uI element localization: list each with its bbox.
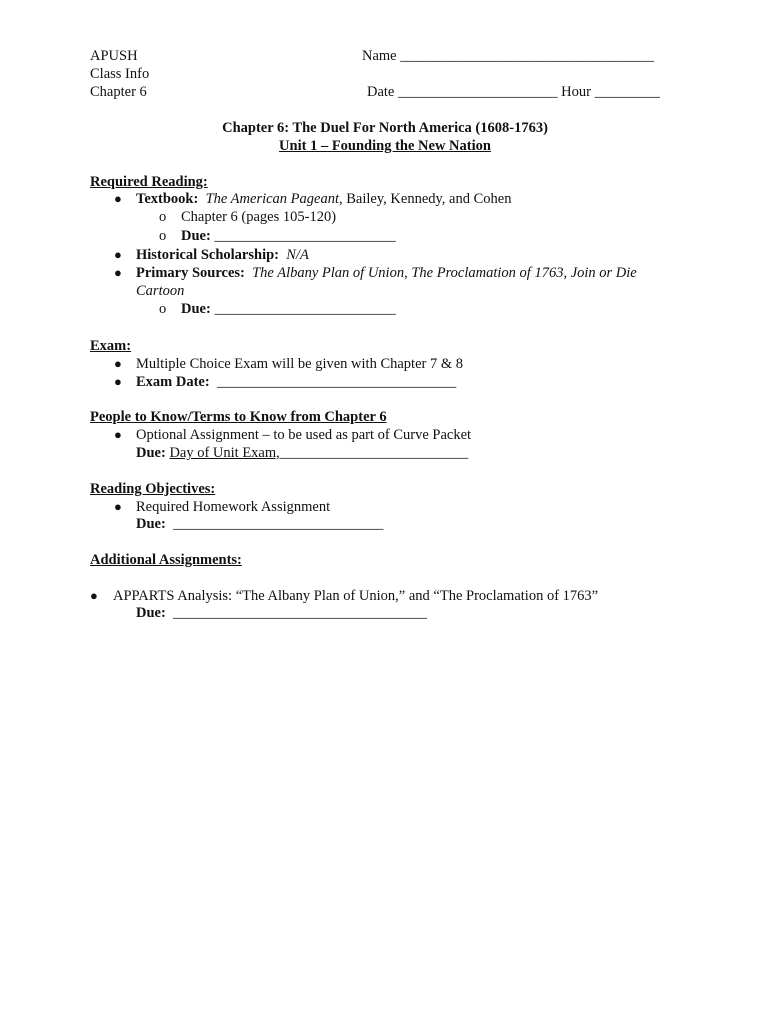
due-value: Day of Unit Exam, — [169, 445, 280, 461]
header-class-info: Class Info — [90, 66, 150, 82]
additional-due — [136, 604, 427, 622]
bullet-icon: ● — [90, 588, 98, 603]
due-label: Due: — [181, 301, 211, 317]
due-label: Due: — [136, 605, 166, 621]
primary-sources-item-cont — [136, 282, 184, 300]
heading-text: Required Reading: — [90, 174, 208, 190]
due-blank: __________________________ — [279, 445, 469, 461]
bullet-icon: ● — [114, 356, 122, 371]
exam-date-label: Exam Date: — [136, 374, 210, 390]
sub-bullet-icon: o — [159, 228, 167, 244]
exam-heading — [90, 337, 131, 355]
due-blank: _________________________ — [214, 301, 396, 317]
date-hour-field — [367, 83, 660, 101]
due-label: Due: — [136, 445, 166, 461]
textbook-title: The American Pageant — [205, 191, 339, 207]
chapter-pages-item: Chapter 6 (pages 105-120) — [181, 209, 337, 225]
people-item: Optional Assignment – to be used as part of Curve Packet — [136, 427, 472, 443]
reading-objectives-heading — [90, 480, 215, 498]
reading-due-item — [181, 227, 396, 245]
header-chapter: Chapter 6 — [90, 84, 147, 100]
heading-text: People to Know/Terms to Know from Chapter 6 — [90, 409, 387, 425]
reading-objectives-due — [136, 515, 383, 533]
bullet-icon: ● — [114, 374, 122, 389]
heading-text: Reading Objectives: — [90, 481, 216, 497]
heading-text: Additional Assignments: — [90, 552, 242, 568]
due-blank: _________________________ — [214, 228, 396, 244]
sub-bullet-icon: o — [159, 301, 167, 317]
name-field — [362, 47, 654, 65]
hour-blank: _________ — [594, 84, 660, 100]
textbook-authors: , Bailey, Kennedy, and Cohen — [339, 191, 512, 207]
textbook-label: Textbook: — [136, 191, 199, 207]
primary-sources-item — [136, 264, 637, 282]
name-blank: ___________________________________ — [400, 48, 654, 64]
required-reading-heading — [90, 173, 208, 191]
exam-item: Multiple Choice Exam will be given with Chapter 7 & 8 — [136, 356, 464, 372]
sub-bullet-icon: o — [159, 209, 167, 225]
people-due-item — [136, 444, 468, 462]
primary-value-line-2: Cartoon — [136, 283, 185, 299]
scholarship-value: N/A — [286, 247, 309, 263]
additional-item: APPARTS Analysis: “The Albany Plan of Union,” and “The Proclamation of 1763” — [113, 588, 599, 604]
people-heading — [90, 408, 387, 426]
primary-label: Primary Sources: — [136, 265, 245, 281]
title-line-1: Chapter 6: The Duel For North America (1608-1763) — [222, 120, 548, 136]
bullet-icon: ● — [114, 499, 122, 514]
reading-objectives-item: Required Homework Assignment — [136, 499, 331, 515]
due-label: Due: — [181, 228, 211, 244]
due-blank: _____________________________ — [173, 516, 384, 532]
exam-date-blank: _________________________________ — [216, 374, 457, 390]
scholarship-label: Historical Scholarship: — [136, 247, 279, 263]
hour-label: Hour — [561, 84, 591, 100]
exam-date-item — [136, 373, 456, 391]
bullet-icon: ● — [114, 247, 122, 262]
due-blank: ___________________________________ — [173, 605, 427, 621]
due-label: Due: — [136, 516, 166, 532]
name-label: Name — [362, 48, 397, 64]
bullet-icon: ● — [114, 191, 122, 206]
date-blank: ______________________ — [398, 84, 558, 100]
header-course: APUSH — [90, 48, 138, 64]
page-title — [0, 119, 770, 137]
heading-text: Exam: — [90, 338, 132, 354]
scholarship-item — [136, 246, 309, 264]
page-subtitle — [0, 137, 770, 155]
bullet-icon: ● — [114, 427, 122, 442]
primary-value-line-1: The Albany Plan of Union, The Proclamation of 1763, Join or Die — [252, 265, 637, 281]
additional-heading — [90, 551, 242, 569]
textbook-item — [136, 190, 511, 208]
bullet-icon: ● — [114, 265, 122, 280]
primary-due-item — [181, 300, 396, 318]
date-label: Date — [367, 84, 395, 100]
title-line-2: Unit 1 – Founding the New Nation — [279, 138, 491, 154]
